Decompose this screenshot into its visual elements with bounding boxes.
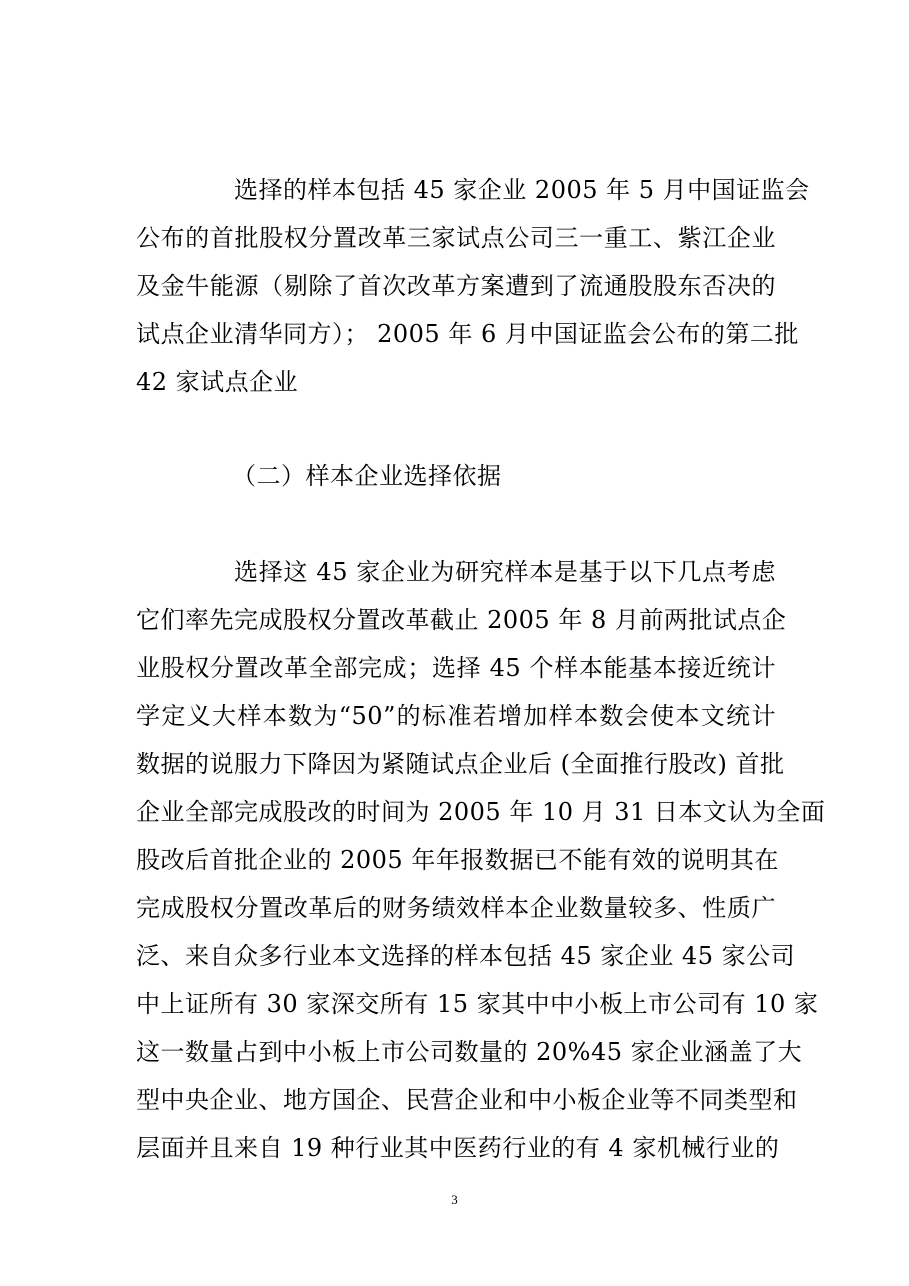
- text-line: 中上证所有 30 家深交所有 15 家其中中小板上市公司有 10 家: [136, 990, 819, 1018]
- text-line: 业股权分置改革全部完成；选择 45 个样本能基本接近统计: [136, 654, 776, 682]
- page-number: 3: [451, 1192, 458, 1207]
- text-line: 选择这 45 家企业为研究样本是基于以下几点考虑: [234, 558, 776, 586]
- text-line: 它们率先完成股权分置改革截止 2005 年 8 月前两批试点企: [136, 606, 787, 634]
- text-line: 层面并且来自 19 种行业其中医药行业的有 4 家机械行业的: [136, 1134, 780, 1162]
- text-line: 企业全部完成股改的时间为 2005 年 10 月 31 日本文认为全面: [136, 798, 826, 826]
- text-line: 学定义大样本数为“50”的标准若增加样本数会使本文统计: [136, 702, 776, 730]
- text-line: 泛、来自众多行业本文选择的样本包括 45 家企业 45 家公司: [136, 942, 796, 970]
- text-line: 42 家试点企业: [136, 368, 299, 396]
- text-line: 试点企业清华同方）； 2005 年 6 月中国证监会公布的第二批: [136, 320, 799, 348]
- text-line: 公布的首批股权分置改革三家试点公司三一重工、紫江企业: [136, 224, 776, 252]
- text-line: 型中央企业、地方国企、民营企业和中小板企业等不同类型和: [136, 1086, 798, 1114]
- paragraph-sample-description: [136, 166, 810, 406]
- text-line: 及金牛能源（剔除了首次改革方案遭到了流通股股东否决的: [136, 272, 776, 300]
- section-heading: （二）样本企业选择依据: [232, 462, 502, 490]
- paragraph-selection-basis: [136, 548, 826, 1172]
- text-line: 选择的样本包括 45 家企业 2005 年 5 月中国证监会: [234, 176, 810, 204]
- text-line: 这一数量占到中小板上市公司数量的 20%45 家企业涵盖了大: [136, 1038, 803, 1066]
- text-line: 股改后首批企业的 2005 年年报数据已不能有效的说明其在: [136, 846, 779, 874]
- text-line: 数据的说服力下降因为紧随试点企业后 (全面推行股改) 首批: [136, 750, 785, 778]
- text-line: 完成股权分置改革后的财务绩效样本企业数量较多、性质广: [136, 894, 776, 922]
